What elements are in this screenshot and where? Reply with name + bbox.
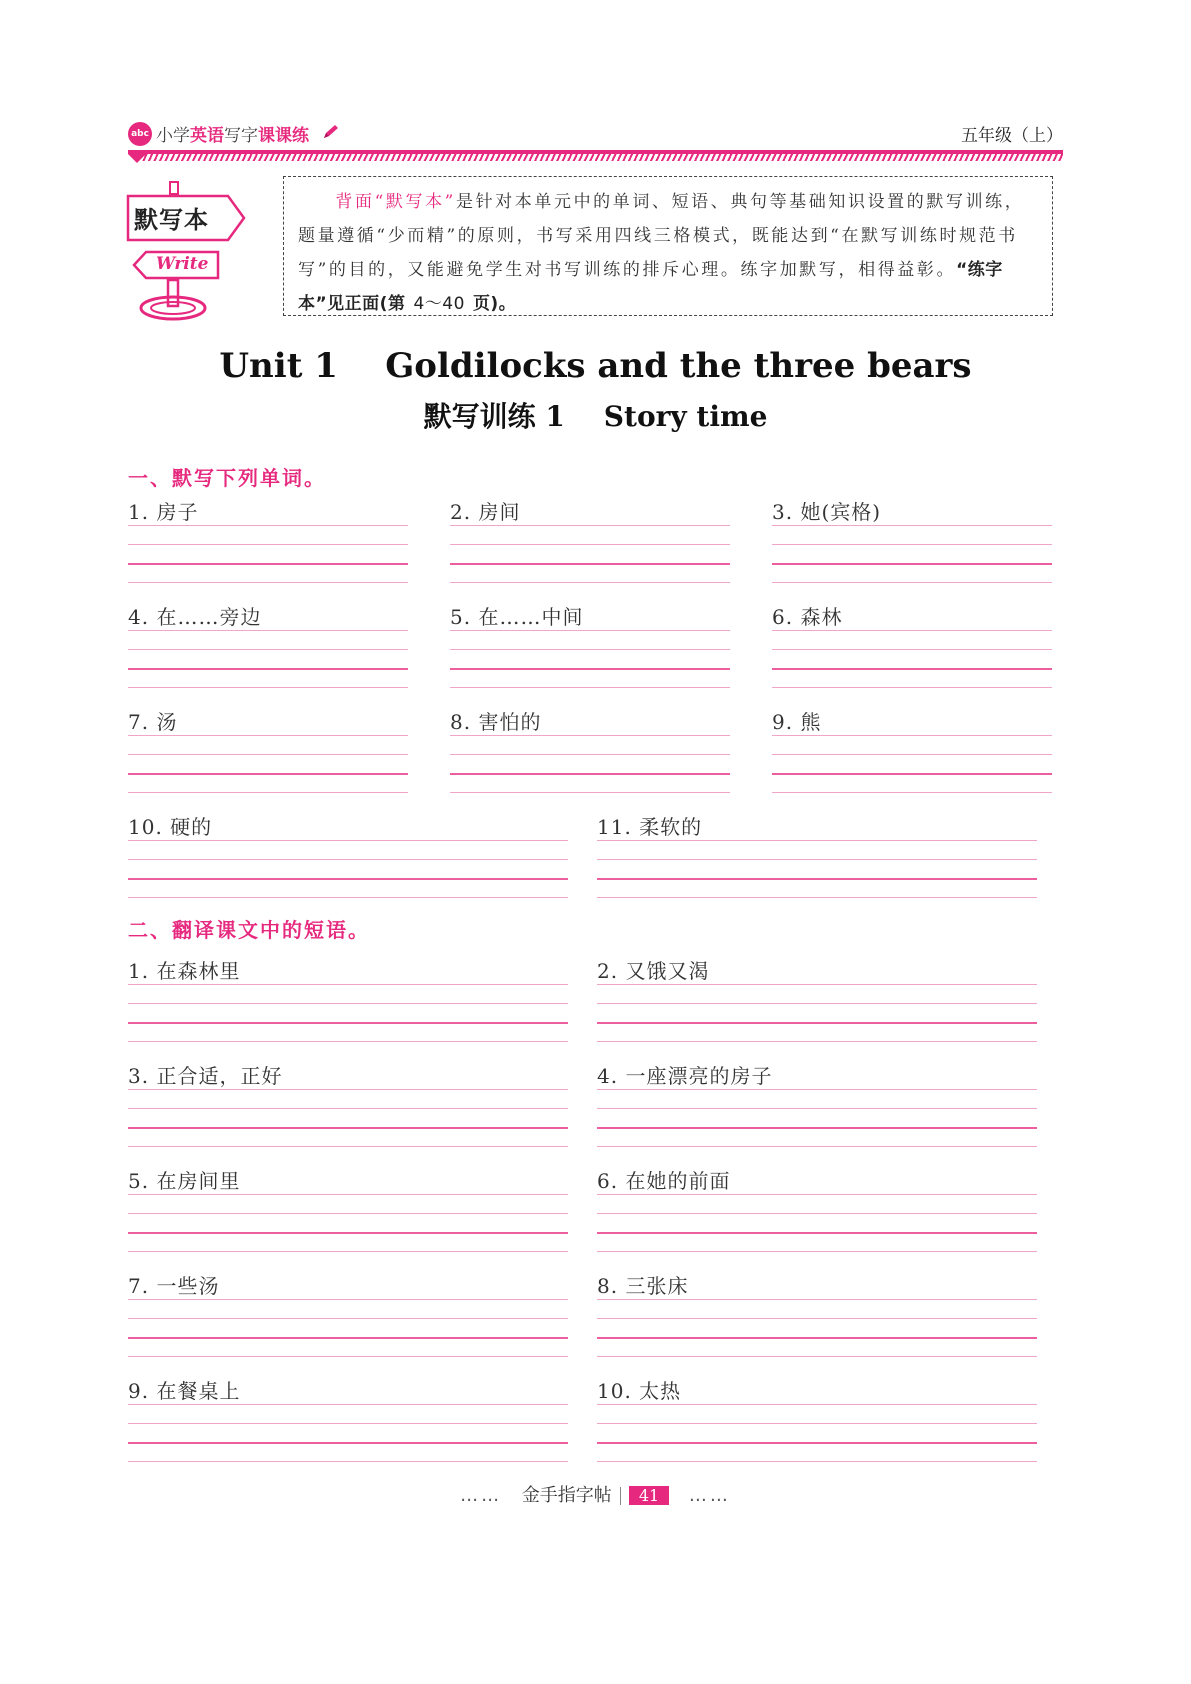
writing-line[interactable]: [597, 1461, 1037, 1462]
writing-line[interactable]: [450, 735, 730, 736]
writing-line[interactable]: [128, 897, 568, 898]
title-part-3: 写字: [224, 126, 258, 146]
item-label: 2. 房间: [450, 500, 521, 524]
title-part-4: 课课练: [258, 126, 309, 146]
writing-line[interactable]: [597, 1404, 1037, 1405]
writing-line[interactable]: [128, 1442, 568, 1444]
writing-line[interactable]: [772, 792, 1052, 793]
writing-item: [597, 1375, 1037, 1459]
writing-line[interactable]: [772, 649, 1052, 650]
writing-line[interactable]: [128, 773, 408, 775]
writing-line[interactable]: [128, 582, 408, 583]
writing-line[interactable]: [128, 1356, 568, 1357]
intro-box: [283, 176, 1053, 316]
writing-line[interactable]: [597, 1251, 1037, 1252]
writing-line[interactable]: [772, 687, 1052, 688]
writing-item: [450, 601, 730, 685]
writing-line[interactable]: [597, 859, 1037, 860]
header-hatch: [140, 154, 1063, 161]
footer-dots-right: ……: [688, 1485, 731, 1506]
writing-item: [128, 1375, 568, 1459]
footer-divider: [620, 1487, 621, 1505]
writing-line[interactable]: [597, 1423, 1037, 1424]
writing-line[interactable]: [128, 1423, 568, 1424]
writing-line[interactable]: [450, 563, 730, 565]
writing-item: [128, 496, 408, 580]
item-label: 1. 在森林里: [128, 959, 241, 983]
pencil-icon: [322, 124, 340, 140]
writing-line[interactable]: [772, 668, 1052, 670]
writing-line[interactable]: [128, 687, 408, 688]
writing-line[interactable]: [128, 1194, 568, 1195]
writing-line[interactable]: [128, 1089, 568, 1090]
writing-item: [128, 811, 568, 895]
writing-line[interactable]: [128, 630, 408, 631]
writing-line[interactable]: [772, 630, 1052, 631]
writing-item: [597, 1165, 1037, 1249]
item-label: 8. 三张床: [597, 1274, 689, 1298]
title-part-2: 英语: [190, 126, 224, 146]
writing-line[interactable]: [772, 735, 1052, 736]
writing-item: [597, 1270, 1037, 1354]
writing-line[interactable]: [597, 1299, 1037, 1300]
item-label: 1. 房子: [128, 500, 199, 524]
writing-line[interactable]: [597, 840, 1037, 841]
item-label: 11. 柔软的: [597, 815, 703, 839]
signpost-main-label: 默写本: [134, 206, 209, 234]
item-label: 8. 害怕的: [450, 710, 542, 734]
writing-line[interactable]: [450, 687, 730, 688]
writing-item: [128, 955, 568, 1039]
writing-line[interactable]: [772, 563, 1052, 565]
brand-logo-icon: abc: [128, 122, 152, 146]
item-label: 6. 在她的前面: [597, 1169, 731, 1193]
page-footer: [0, 1481, 1191, 1507]
writing-line[interactable]: [128, 563, 408, 565]
writing-line[interactable]: [597, 878, 1037, 880]
section1-heading: 一、默写下列单词。: [128, 466, 326, 490]
writing-line[interactable]: [450, 668, 730, 670]
item-label: 9. 熊: [772, 710, 822, 734]
writing-line[interactable]: [450, 792, 730, 793]
writing-line[interactable]: [450, 773, 730, 775]
section2-heading: 二、翻译课文中的短语。: [128, 918, 370, 942]
writing-line[interactable]: [597, 1146, 1037, 1147]
writing-line[interactable]: [772, 544, 1052, 545]
writing-item: [772, 601, 1052, 685]
writing-line[interactable]: [597, 1213, 1037, 1214]
item-label: 5. 在……中间: [450, 605, 584, 629]
writing-item: [772, 706, 1052, 790]
writing-line[interactable]: [597, 1108, 1037, 1109]
writing-line[interactable]: [128, 1146, 568, 1147]
writing-line[interactable]: [128, 1213, 568, 1214]
item-label: 2. 又饿又渴: [597, 959, 710, 983]
writing-line[interactable]: [597, 1356, 1037, 1357]
grade-label: 五年级（上）: [961, 126, 1063, 146]
writing-item: [597, 955, 1037, 1039]
writing-item: [450, 496, 730, 580]
writing-item: [128, 706, 408, 790]
writing-line[interactable]: [128, 1404, 568, 1405]
item-label: 6. 森林: [772, 605, 843, 629]
intro-bold-tail: “练字本”见正面(第: [298, 260, 1003, 314]
item-label: 3. 她(宾格): [772, 500, 882, 524]
writing-line[interactable]: [772, 525, 1052, 526]
writing-line[interactable]: [128, 1022, 568, 1024]
writing-line[interactable]: [597, 1127, 1037, 1129]
item-label: 4. 一座漂亮的房子: [597, 1064, 773, 1088]
writing-line[interactable]: [128, 1251, 568, 1252]
intro-bold-end: 页)。: [472, 294, 517, 314]
writing-line[interactable]: [597, 1318, 1037, 1319]
intro-text: 是针对本单元中的单词、短语、典句等基础知识设置的默写训练，题量遵循“少而精”的原则，书写采用四线三格模式，既能达到“在默写训练时规范书写”的目的，又能避免学生对书写训练的排斥心理。练字加默写，相得益彰。: [298, 192, 1025, 280]
writing-line[interactable]: [128, 1108, 568, 1109]
writing-line[interactable]: [128, 1041, 568, 1042]
writing-line[interactable]: [772, 754, 1052, 755]
writing-line[interactable]: [597, 897, 1037, 898]
exercise-title: 默写训练 1 Story time: [423, 400, 768, 433]
item-label: 10. 硬的: [128, 815, 213, 839]
writing-line[interactable]: [597, 1089, 1037, 1090]
writing-line[interactable]: [128, 754, 408, 755]
writing-item: [128, 1270, 568, 1354]
signpost-sub-label: Write: [156, 254, 209, 274]
writing-line[interactable]: [128, 859, 568, 860]
writing-line[interactable]: [128, 1299, 568, 1300]
footer-brand: 金手指字帖: [521, 1485, 612, 1506]
writing-item: [128, 601, 408, 685]
writing-line[interactable]: [128, 1461, 568, 1462]
writing-line[interactable]: [128, 544, 408, 545]
page-number: 41: [629, 1486, 669, 1505]
writing-line[interactable]: [597, 1041, 1037, 1042]
writing-line[interactable]: [597, 1194, 1037, 1195]
writing-item: [450, 706, 730, 790]
writing-line[interactable]: [128, 1003, 568, 1004]
intro-pages: 4～40: [413, 294, 465, 314]
writing-line[interactable]: [128, 668, 408, 670]
writing-line[interactable]: [450, 630, 730, 631]
writing-line[interactable]: [128, 649, 408, 650]
writing-item: [597, 1060, 1037, 1144]
writing-line[interactable]: [597, 1442, 1037, 1444]
writing-line[interactable]: [128, 1337, 568, 1339]
writing-item: [128, 1060, 568, 1144]
writing-item: [597, 811, 1037, 895]
writing-line[interactable]: [772, 582, 1052, 583]
writing-line[interactable]: [597, 1003, 1037, 1004]
item-label: 4. 在……旁边: [128, 605, 262, 629]
writing-line[interactable]: [450, 649, 730, 650]
writing-line[interactable]: [128, 1232, 568, 1234]
title-part-1: 小学: [156, 126, 190, 146]
writing-line[interactable]: [128, 984, 568, 985]
writing-item: [772, 496, 1052, 580]
item-label: 9. 在餐桌上: [128, 1379, 241, 1403]
item-label: 5. 在房间里: [128, 1169, 241, 1193]
writing-line[interactable]: [128, 792, 408, 793]
writing-line[interactable]: [450, 525, 730, 526]
writing-line[interactable]: [772, 773, 1052, 775]
writing-line[interactable]: [128, 525, 408, 526]
writing-line[interactable]: [128, 735, 408, 736]
writing-line[interactable]: [128, 1318, 568, 1319]
footer-dots-left: ……: [460, 1485, 503, 1506]
writing-line[interactable]: [597, 1022, 1037, 1024]
item-label: 7. 一些汤: [128, 1274, 220, 1298]
writing-line[interactable]: [450, 544, 730, 545]
writing-line[interactable]: [597, 1232, 1037, 1234]
intro-highlight: 背面“默写本”: [335, 192, 456, 212]
signpost-graphic: [118, 178, 258, 328]
item-label: 3. 正合适，正好: [128, 1064, 283, 1088]
writing-line[interactable]: [128, 1127, 568, 1129]
writing-line[interactable]: [450, 582, 730, 583]
writing-line[interactable]: [128, 840, 568, 841]
writing-item: [128, 1165, 568, 1249]
writing-line[interactable]: [597, 984, 1037, 985]
series-title: [156, 121, 309, 146]
writing-line[interactable]: [128, 878, 568, 880]
item-label: 7. 汤: [128, 710, 178, 734]
item-label: 10. 太热: [597, 1379, 682, 1403]
writing-line[interactable]: [597, 1337, 1037, 1339]
writing-line[interactable]: [450, 754, 730, 755]
unit-title: Unit 1 Goldilocks and the three bears: [219, 346, 972, 386]
